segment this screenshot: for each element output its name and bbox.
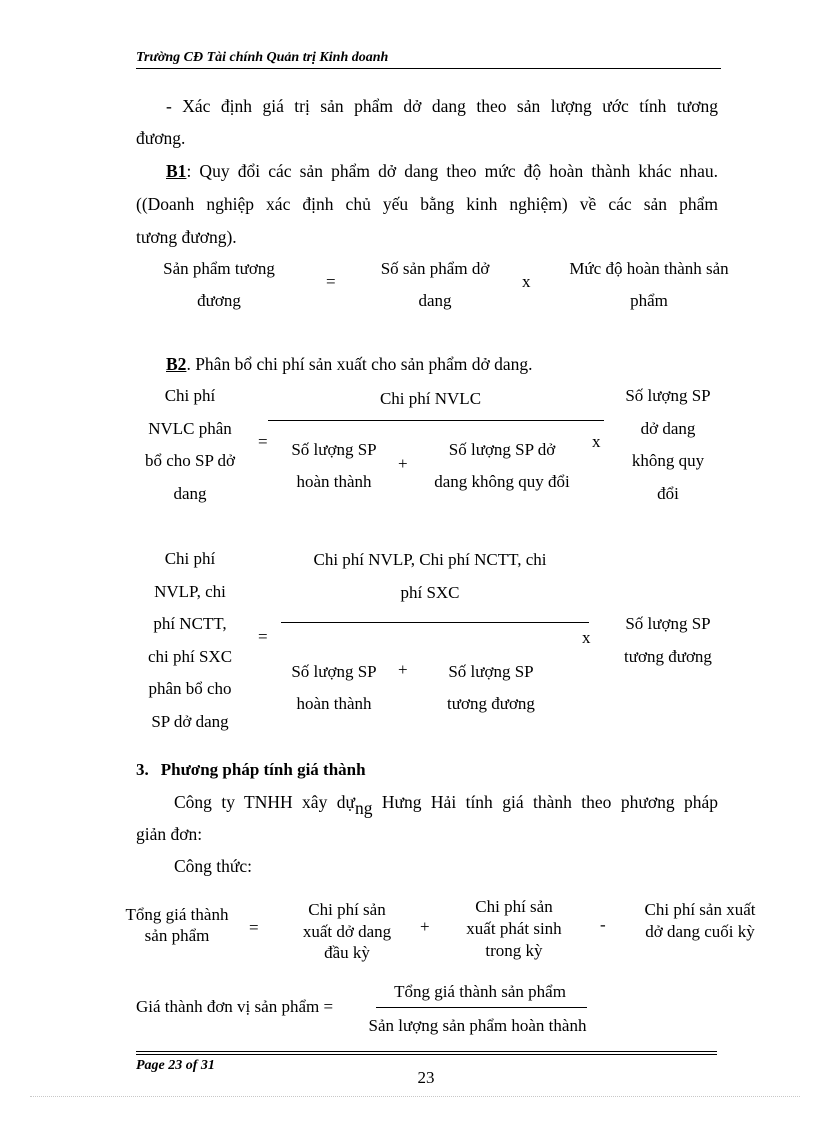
formula3-lhs-line: SP dở dang	[151, 711, 229, 731]
formula3-num-line: phí SXC	[400, 583, 460, 602]
formula3-rhs	[610, 608, 726, 673]
para3-line-2: giản đơn:	[136, 824, 203, 844]
formula1-term-b	[553, 253, 745, 317]
formula1-term-a	[360, 253, 510, 317]
para3-line-1	[136, 786, 718, 818]
formula3-plus: +	[398, 660, 408, 679]
para3-line-3: Công thức:	[174, 856, 253, 876]
b2-label: B2	[166, 354, 187, 374]
formula1-lhs	[140, 253, 298, 317]
formula2-den-b-line: Số lượng SP dở	[448, 440, 556, 459]
b1-line-3: tương đương).	[136, 227, 237, 247]
formula3-rhs-line: tương đương	[624, 646, 712, 666]
formula5-fraction-bar	[376, 1007, 587, 1008]
page-bottom-dotted-line	[30, 1096, 800, 1097]
formula4-t2-line: Chi phí sản	[475, 897, 553, 916]
formula4-lhs-line: sản phẩm	[144, 926, 210, 945]
formula4-t1-line: Chi phí sản	[308, 900, 386, 919]
intro-line-1	[136, 90, 718, 122]
formula2-numerator: Chi phí NVLC	[379, 389, 482, 408]
formula3-times: x	[582, 628, 591, 647]
formula4-t3-line: Chi phí sản xuất	[644, 900, 756, 919]
formula2-times: x	[592, 432, 601, 451]
formula1-lhs-line1: Sản phẩm tương	[163, 259, 275, 278]
footer-rule-double	[136, 1054, 717, 1055]
formula2-den-a-line: hoàn thành	[296, 472, 372, 491]
section3-heading	[136, 760, 366, 780]
formula3-numerator	[275, 543, 585, 609]
formula2-rhs-line: không quy	[631, 451, 705, 470]
formula3-lhs-line: phân bổ cho	[148, 679, 232, 698]
formula4-term-2	[448, 896, 580, 962]
formula3-num-line: Chi phí NVLP, Chi phí NCTT, chi	[313, 550, 547, 569]
formula4-t3-line: dở dang cuối kỳ	[645, 922, 755, 941]
formula3-denominator-a	[278, 656, 390, 720]
section3-number: 3.	[136, 760, 149, 779]
formula4-term-3	[630, 899, 770, 943]
formula3-fraction-bar	[281, 622, 589, 623]
formula3-den-b-line: Số lượng SP	[448, 662, 534, 681]
formula5-denominator: Sản lượng sản phẩm hoàn thành	[368, 1016, 587, 1035]
formula2-denominator-a	[278, 434, 390, 498]
formula2-lhs-line: Chi phí	[164, 386, 216, 405]
formula2-fraction-bar	[268, 420, 604, 421]
formula3-lhs-line: Chi phí	[164, 549, 216, 568]
formula3-lhs	[130, 543, 250, 738]
formula3-denominator-b	[425, 656, 557, 720]
formula3-rhs-line: Số lượng SP	[625, 614, 711, 633]
formula3-equals: =	[258, 627, 268, 646]
formula2-rhs	[610, 380, 726, 510]
formula4-lhs	[112, 904, 242, 946]
b2-text: . Phân bổ chi phí sản xuất cho sản phẩm dở dang.	[186, 354, 533, 374]
formula2-den-b-line: dang không quy đổi	[434, 472, 570, 491]
formula2-plus: +	[398, 454, 408, 473]
formula5-lhs: Giá thành đơn vị sản phẩm =	[136, 997, 334, 1016]
footer-page-label: Page 23 of 31	[136, 1058, 215, 1073]
formula2-rhs-line: đổi	[657, 483, 679, 503]
para3-text-c: Hưng Hải tính giá thành theo phương pháp	[372, 792, 718, 812]
intro-line-2: đương.	[136, 128, 186, 148]
formula4-t1-line: xuất dở dang	[302, 921, 392, 941]
formula1-lhs-line2: đương	[197, 291, 241, 310]
formula1-a-line1: Số sản phẩm dở	[380, 259, 490, 278]
formula2-lhs-line: dang	[173, 483, 207, 503]
formula2-den-a-line: Số lượng SP	[291, 440, 377, 459]
header-title: Trường CĐ Tài chính Quản trị Kinh doanh	[136, 50, 389, 65]
formula2-rhs-line: Số lượng SP	[625, 386, 711, 405]
formula1-b-line1: Mức độ hoàn thành sản	[569, 259, 729, 278]
formula4-t2-line: xuất phát sinh	[466, 919, 562, 938]
formula4-t2-line: trong kỳ	[485, 941, 543, 960]
formula3-den-a-line: hoàn thành	[296, 694, 372, 713]
formula2-lhs-line: NVLC phân	[148, 418, 232, 438]
formula1-b-line2: phẩm	[630, 291, 668, 310]
formula4-plus: +	[420, 917, 430, 936]
formula4-lhs-line: Tổng giá thành	[125, 905, 229, 924]
b1-text: : Quy đổi các sản phẩm dở dang theo mức độ hoàn thành khác nhau.	[186, 161, 718, 181]
footer-page-number: 23	[417, 1068, 435, 1087]
b2-line	[136, 348, 718, 380]
formula4-t1-line: đầu kỳ	[324, 943, 370, 962]
formula4-equals: =	[249, 918, 259, 937]
formula1-a-line2: dang	[418, 291, 452, 310]
formula3-lhs-line: NVLP, chi	[154, 581, 226, 601]
para3-text-a: Công ty TNHH xây dự	[174, 792, 355, 812]
formula4-minus: -	[600, 915, 606, 934]
formula5-numerator: Tổng giá thành sản phẩm	[394, 982, 566, 1001]
header-rule	[136, 68, 721, 69]
formula1-equals: =	[326, 272, 336, 291]
formula2-rhs-line: dở dang	[640, 418, 696, 438]
formula3-lhs-line: phí NCTT,	[153, 614, 227, 633]
para3-text-subscript: ng	[354, 798, 373, 818]
formula3-den-b-line: tương đương	[447, 694, 535, 713]
b1-label: B1	[166, 161, 187, 181]
b1-line-1	[136, 155, 718, 187]
formula2-lhs-line: bổ cho SP dở	[144, 451, 236, 470]
b1-line-2: ((Doanh nghiệp xác định chủ yếu bằng kinh nghiệm) về các sản phẩm	[136, 194, 718, 214]
formula2-equals: =	[258, 432, 268, 451]
formula2-lhs	[130, 380, 250, 510]
formula3-den-a-line: Số lượng SP	[291, 662, 377, 681]
footer-rule	[136, 1051, 717, 1052]
formula1-times: x	[522, 272, 531, 291]
formula4-term-1	[285, 899, 409, 964]
intro-line-1-text: - Xác định giá trị sản phẩm dở dang theo sản lượng ước tính tương	[166, 96, 718, 116]
formula3-lhs-line: chi phí SXC	[147, 646, 233, 666]
formula2-denominator-b	[418, 434, 586, 498]
section3-title: Phương pháp tính giá thành	[160, 760, 366, 779]
